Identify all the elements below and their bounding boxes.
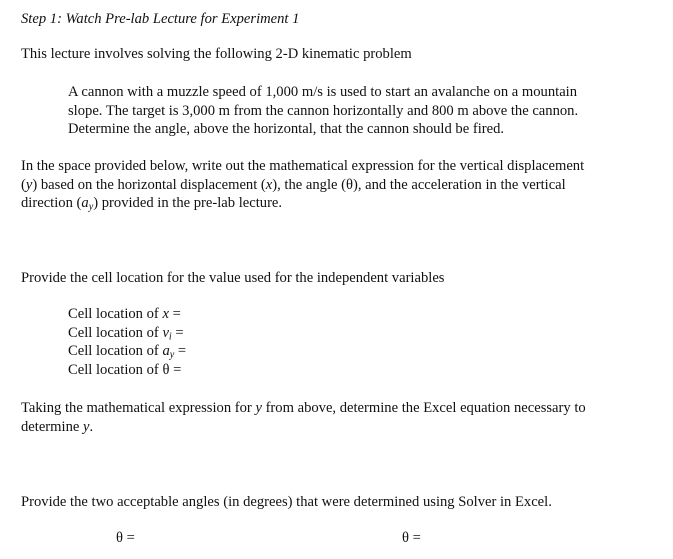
cell-location-vi: Cell location of $v_i$ = [68, 324, 184, 343]
cell-location-ay: Cell location of $a_y$ = [68, 343, 187, 361]
intro-text: This lecture involves solving the following 2-D kinematic problem [21, 46, 412, 62]
answer-theta-2: θ = [402, 530, 421, 546]
instruction-1-line-3: direction $(a_y)$ provided in the pre-lab lecture. [21, 195, 283, 213]
instruction-excel-equation [21, 399, 586, 436]
instruction-3-line-1: Taking the mathematical expression for y from above, determine the Excel equation necessary to [21, 400, 586, 416]
instruction-solver-angles: Provide the two acceptable angles (in degrees) that were determined using Solver in Excel. [21, 494, 552, 510]
problem-line-3: Determine the angle, above the horizontal, that the cannon should be fired. [68, 121, 505, 138]
instruction-3-line-2: determine y. [21, 418, 94, 435]
instruction-cell-locations: Provide the cell location for the value used for the independent variables [21, 270, 445, 286]
instruction-vertical-displacement [21, 157, 584, 213]
cell-location-x: Cell location of x = [68, 306, 181, 322]
instruction-1-line-2: (y) based on the horizontal displacement (x), the angle (θ), and the acceleration in the vertical [21, 176, 566, 193]
instruction-1-line-1: In the space provided below, write out the mathematical expression for the vertical displacement [21, 158, 585, 174]
problem-line-2: slope. The target is 3,000 m from the cannon horizontally and 800 m above the cannon. [68, 102, 579, 119]
cell-location-list [68, 305, 186, 379]
answer-theta-1: θ = [116, 530, 135, 546]
cell-location-theta: Cell location of θ = [68, 361, 182, 378]
problem-statement [68, 83, 578, 139]
problem-line-1: A cannon with a muzzle speed of 1,000 m/s is used to start an avalanche on a mountain [68, 84, 578, 100]
step-heading: Step 1: Watch Pre-lab Lecture for Experiment 1 [21, 11, 300, 27]
